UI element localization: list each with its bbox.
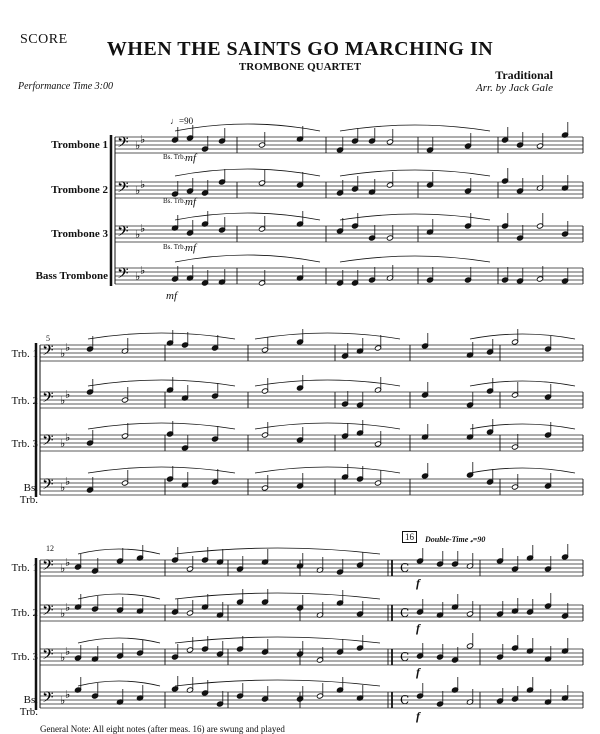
slur — [88, 467, 235, 473]
instrument-name-trombone-3: Trombone 3 — [51, 228, 108, 240]
slur — [78, 638, 160, 643]
arranger-credit: Arr. by Jack Gale — [476, 82, 553, 94]
instrument-name-trb-1: Trb. 1 — [11, 562, 38, 574]
slur — [255, 333, 400, 339]
slur — [175, 169, 320, 176]
dynamic-mf: mf — [166, 290, 177, 302]
cue-label: Bs. Trb. — [163, 243, 186, 251]
slur — [340, 214, 490, 220]
slur — [175, 548, 380, 554]
flat-icon: ♭ — [65, 557, 71, 569]
slur — [175, 124, 320, 131]
bass-clef-icon: 𝄢 — [42, 389, 54, 410]
slur — [88, 380, 235, 386]
dynamic-mf: mf — [185, 152, 196, 164]
slur — [340, 256, 490, 262]
bass-clef-icon: 𝄢 — [117, 179, 129, 200]
cue-label: Bs. Trb. — [163, 153, 186, 161]
common-time-icon: C — [400, 606, 410, 620]
flat-icon: ♭ — [140, 265, 146, 277]
flat-icon: ♭ — [140, 223, 146, 235]
tempo-change: Double-Time 𝅗=90 — [425, 535, 486, 544]
instrument-name-trb-3: Trb. 3 — [11, 651, 38, 663]
cue-label: Bs. Trb. — [163, 197, 186, 205]
flat-icon: ♭ — [65, 646, 71, 658]
flat-icon: ♭ — [65, 602, 71, 614]
measure-number: 12 — [46, 544, 54, 553]
flat-icon: ♭ — [65, 432, 71, 444]
rehearsal-mark: 16 — [402, 531, 417, 543]
flat-icon: ♭ — [60, 348, 66, 360]
bass-clef-icon: 𝄢 — [42, 342, 54, 363]
slur — [88, 423, 235, 429]
measure-number: 5 — [46, 334, 50, 343]
flat-icon: ♭ — [60, 695, 66, 707]
bass-clef-icon: 𝄢 — [42, 689, 54, 710]
slur — [255, 423, 400, 429]
common-time-icon: C — [400, 650, 410, 664]
bass-clef-icon: 𝄢 — [42, 602, 54, 623]
composer-credit: Traditional — [495, 68, 553, 82]
slur — [175, 593, 380, 599]
slur — [78, 594, 160, 599]
slur — [175, 255, 320, 262]
bass-clef-icon: 𝄢 — [117, 223, 129, 244]
flat-icon: ♭ — [65, 342, 71, 354]
piece-title: WHEN THE SAINTS GO MARCHING IN — [106, 38, 494, 60]
slur — [78, 681, 160, 686]
slur — [78, 549, 160, 554]
instrument-name-trb-2: Trb. 2 — [11, 607, 38, 619]
flat-icon: ♭ — [65, 476, 71, 488]
bass-clef-icon: 𝄢 — [42, 476, 54, 497]
flat-icon: ♭ — [60, 395, 66, 407]
dynamic-f: f — [416, 576, 420, 590]
bass-clef-icon: 𝄢 — [117, 265, 129, 286]
dynamic-mf: mf — [185, 196, 196, 208]
instrument-name-bs-trb: Bs. Trb. — [19, 482, 38, 506]
slur — [175, 637, 380, 643]
bass-clef-icon: 𝄢 — [117, 134, 129, 155]
slur — [470, 468, 575, 473]
slur — [340, 125, 490, 131]
flat-icon: ♭ — [135, 140, 141, 152]
slur — [470, 424, 575, 429]
instrument-name-trombone-2: Trombone 2 — [51, 184, 108, 196]
bass-clef-icon: 𝄢 — [42, 432, 54, 453]
slur — [255, 380, 400, 386]
flat-icon: ♭ — [65, 689, 71, 701]
bass-clef-icon: 𝄢 — [42, 557, 54, 578]
flat-icon: ♭ — [140, 179, 146, 191]
instrument-name-bass-trombone: Bass Trombone — [35, 270, 108, 282]
slur — [470, 381, 575, 386]
dynamic-f: f — [416, 621, 420, 635]
slur — [88, 333, 235, 339]
bass-clef-icon: 𝄢 — [42, 646, 54, 667]
instrument-name-trb-3: Trb. 3 — [11, 438, 38, 450]
dynamic-mf: mf — [185, 242, 196, 254]
slur — [175, 213, 320, 220]
slur — [255, 467, 400, 473]
flat-icon: ♭ — [60, 652, 66, 664]
flat-icon: ♭ — [60, 438, 66, 450]
score-label: SCORE — [20, 32, 68, 47]
flat-icon: ♭ — [65, 389, 71, 401]
general-note: General Note: All eight notes (after meas. 16) are swung and played — [40, 724, 285, 734]
ensemble-subtitle: TROMBONE QUARTET — [238, 61, 362, 73]
common-time-icon: C — [400, 561, 410, 575]
instrument-name-bs-trb: Bs. Trb. — [19, 694, 38, 718]
flat-icon: ♭ — [135, 271, 141, 283]
tempo-marking: ♩=90 — [170, 116, 194, 126]
slur — [340, 170, 490, 176]
flat-icon: ♭ — [60, 563, 66, 575]
slur — [470, 334, 575, 339]
flat-icon: ♭ — [140, 134, 146, 146]
slur — [175, 680, 380, 686]
flat-icon: ♭ — [60, 608, 66, 620]
common-time-icon: C — [400, 693, 410, 707]
dynamic-f: f — [416, 665, 420, 679]
instrument-name-trb-2: Trb. 2 — [11, 395, 38, 407]
dynamic-f: f — [416, 709, 420, 723]
instrument-name-trombone-1: Trombone 1 — [51, 139, 108, 151]
performance-time: Performance Time 3:00 — [18, 81, 113, 92]
flat-icon: ♭ — [135, 229, 141, 241]
flat-icon: ♭ — [135, 185, 141, 197]
instrument-name-trb-1: Trb. 1 — [11, 348, 38, 360]
flat-icon: ♭ — [60, 482, 66, 494]
